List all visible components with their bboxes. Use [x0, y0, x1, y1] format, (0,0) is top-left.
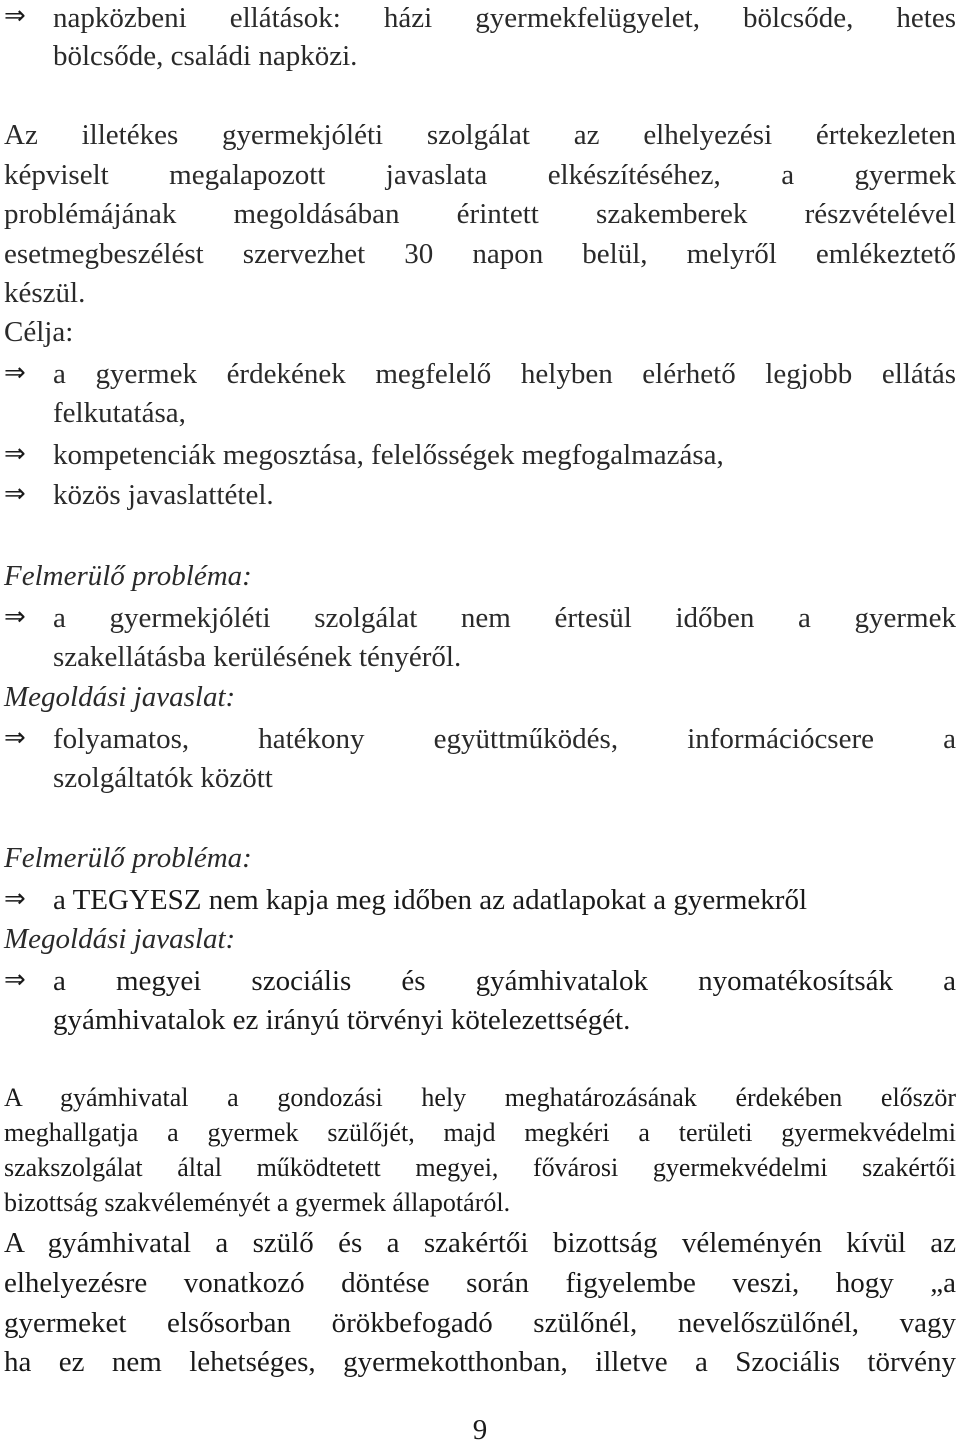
arrow-bullet-icon: ⇒	[4, 479, 26, 509]
text-line: folyamatos, hatékony együttműködés, információcsere a	[53, 723, 956, 755]
text-line: ha ez nem lehetséges, gyermekotthonban, illetve a Szociális törvény	[4, 1346, 956, 1378]
problem-heading: Felmerülő probléma:	[4, 560, 252, 592]
text-line: gyermeket elsősorban örökbefogadó szülőnél, nevelőszülőnél, vagy	[4, 1307, 956, 1339]
text-line: bölcsőde, családi napközi.	[53, 40, 358, 72]
arrow-bullet-icon: ⇒	[4, 723, 26, 753]
text-line: képviselt megalapozott javaslata elkészítéséhez, a gyermek	[4, 159, 956, 191]
text-line: gyámhivatalok ez irányú törvényi kötelezettségét.	[53, 1004, 631, 1036]
text-line: a gyermek érdekének megfelelő helyben elérhető legjobb ellátás	[53, 358, 956, 390]
text-line: a TEGYESZ nem kapja meg időben az adatlapokat a gyermekről	[53, 884, 807, 916]
arrow-bullet-icon: ⇒	[4, 1, 26, 31]
text-line: bizottság szakvéleményét a gyermek állapotáról.	[4, 1188, 511, 1217]
text-line: felkutatása,	[53, 397, 186, 429]
text-line: szakellátásba kerülésének tényéről.	[53, 641, 462, 673]
arrow-bullet-icon: ⇒	[4, 439, 26, 469]
text-line: A gyámhivatal a gondozási hely meghatározásának érdekében először	[4, 1083, 956, 1112]
arrow-bullet-icon: ⇒	[4, 965, 26, 995]
text-line: napközbeni ellátások: házi gyermekfelügyelet, bölcsőde, hetes	[53, 2, 956, 34]
arrow-bullet-icon: ⇒	[4, 358, 26, 388]
problem-heading: Felmerülő probléma:	[4, 842, 252, 874]
solution-heading: Megoldási javaslat:	[4, 923, 236, 955]
text-line: közös javaslattétel.	[53, 479, 274, 511]
text-line: a megyei szociális és gyámhivatalok nyomatékosítsák a	[53, 965, 956, 997]
solution-heading: Megoldási javaslat:	[4, 681, 236, 713]
text-line: Az illetékes gyermekjóléti szolgálat az elhelyezési értekezleten	[4, 119, 956, 151]
section-heading: Célja:	[4, 316, 74, 348]
text-line: elhelyezésre vonatkozó döntése során figyelembe veszi, hogy „a	[4, 1267, 956, 1299]
text-line: esetmegbeszélést szervezhet 30 napon belül, melyről emlékeztető	[4, 238, 956, 270]
text-line: meghallgatja a gyermek szülőjét, majd megkéri a területi gyermekvédelmi	[4, 1118, 956, 1147]
arrow-bullet-icon: ⇒	[4, 884, 26, 914]
text-line: A gyámhivatal a szülő és a szakértői bizottság véleményén kívül az	[4, 1227, 956, 1259]
arrow-bullet-icon: ⇒	[4, 602, 26, 632]
text-line: problémájának megoldásában érintett szakemberek részvételével	[4, 198, 956, 230]
page-number: 9	[472, 1414, 488, 1446]
text-line: készül.	[4, 277, 86, 309]
text-line: kompetenciák megosztása, felelősségek megfogalmazása,	[53, 439, 724, 471]
text-line: szolgáltatók között	[53, 762, 273, 794]
text-line: szakszolgálat által működtetett megyei, fővárosi gyermekvédelmi szakértői	[4, 1153, 956, 1182]
text-line: a gyermekjóléti szolgálat nem értesül időben a gyermek	[53, 602, 956, 634]
